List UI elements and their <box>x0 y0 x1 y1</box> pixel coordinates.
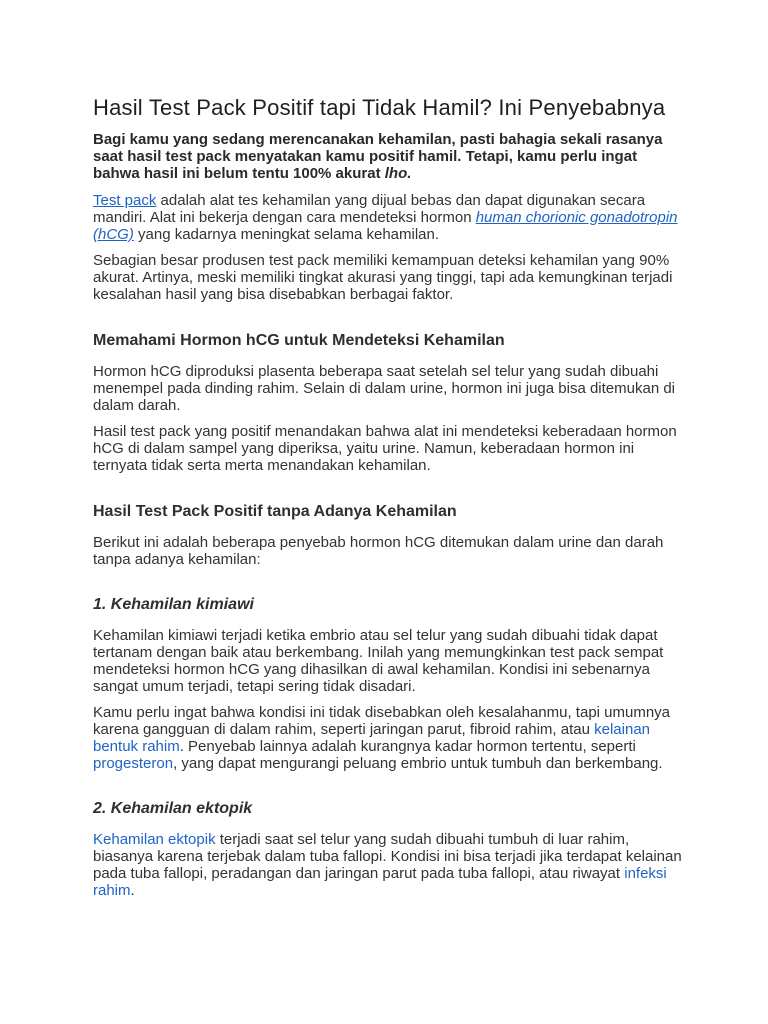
lead-italic: lho. <box>384 165 412 182</box>
paragraph-ektopik <box>93 831 683 899</box>
paragraph-hcg-produksi: Hormon hCG diproduksi plasenta beberapa saat setelah sel telur yang sudah dibuahi menempel pada dinding rahim. Selain di dalam urine, hormon ini juga bisa ditemukan di dalam darah. <box>93 363 676 414</box>
paragraph-text: terjadi saat sel telur yang sudah dibuahi tumbuh di luar rahim, biasanya karena terjebak dalam tuba fallopi. Kondisi ini bisa terjadi jika terdapat kelainan pada tuba fallopi, peradangan dan jaringan parut pada tuba fallopi, atau riwayat <box>93 831 682 882</box>
paragraph-kimiawi: Kehamilan kimiawi terjadi ketika embrio atau sel telur yang sudah dibuahi tidak dapat tertanam dengan baik atau berkembang. Inilah yang memungkinkan test pack sempat mendeteksi hormon hCG yang dihasilkan di awal kehamilan. Kondisi ini sebenarnya sangat umum terjadi, tetapi sering tidak disadari. <box>93 627 664 695</box>
heading-kehamilan-kimiawi: 1. Kehamilan kimiawi <box>93 596 254 613</box>
heading-kehamilan-ektopik: 2. Kehamilan ektopik <box>93 800 253 817</box>
link-kelainan-bentuk-rahim[interactable]: kelainan bentuk rahim <box>93 721 651 755</box>
link-test-pack[interactable]: Test pack <box>93 192 157 209</box>
link-hcg[interactable]: human chorionic gonadotropin (hCG) <box>93 209 678 243</box>
paragraph-text: adalah alat tes kehamilan yang dijual bebas dan dapat digunakan secara mandiri. Alat ini bekerja dengan cara mendeteksi hormon <box>93 192 646 226</box>
article-body <box>93 94 683 899</box>
lead-text: Bagi kamu yang sedang merencanakan kehamilan, pasti bahagia sekali rasanya saat hasil test pack menyatakan kamu positif hamil. Tetapi, kamu perlu ingat bahwa hasil ini belum tentu 100% akurat <box>93 131 663 182</box>
lead-paragraph <box>93 131 683 182</box>
paragraph-penyebab: Berikut ini adalah beberapa penyebab hormon hCG ditemukan dalam urine dan darah tanpa adanya kehamilan: <box>93 534 664 568</box>
link-progesteron[interactable]: progesteron <box>93 755 174 772</box>
paragraph-kimiawi-penyebab <box>93 704 683 772</box>
paragraph-hasil-positif: Hasil test pack yang positif menandakan bahwa alat ini mendeteksi keberadaan hormon hCG di dalam sampel yang diperiksa, yaitu urine. Namun, keberadaan hormon ini ternyata tidak serta merta menandakan kehamilan. <box>93 423 677 474</box>
paragraph-text: yang kadarnya meningkat selama kehamilan. <box>133 226 440 243</box>
paragraph-test-pack <box>93 192 683 243</box>
paragraph-text: . <box>130 882 135 899</box>
heading-hormon-hcg: Memahami Hormon hCG untuk Mendeteksi Kehamilan <box>93 332 505 349</box>
link-kehamilan-ektopik[interactable]: Kehamilan ektopik <box>93 831 216 848</box>
paragraph-akurasi: Sebagian besar produsen test pack memiliki kemampuan deteksi kehamilan yang 90% akurat. Artinya, meski memiliki tingkat akurasi yang tinggi, tapi ada kemungkinan terjadi kesalahan hasil yang bisa disebabkan berbagai faktor. <box>93 252 673 303</box>
paragraph-text: Kamu perlu ingat bahwa kondisi ini tidak disebabkan oleh kesalahanmu, tapi umumnya karena gangguan di dalam rahim, seperti jaringan parut, fibroid rahim, atau <box>93 704 671 738</box>
paragraph-text: , yang dapat mengurangi peluang embrio untuk tumbuh dan berkembang. <box>173 755 663 772</box>
article-title: Hasil Test Pack Positif tapi Tidak Hamil? Ini Penyebabnya <box>93 95 666 120</box>
heading-positif-tanpa-hamil: Hasil Test Pack Positif tanpa Adanya Kehamilan <box>93 503 457 520</box>
link-infeksi-rahim[interactable]: infeksi rahim <box>93 865 667 899</box>
paragraph-text: . Penyebab lainnya adalah kurangnya kadar hormon tertentu, seperti <box>179 738 636 755</box>
